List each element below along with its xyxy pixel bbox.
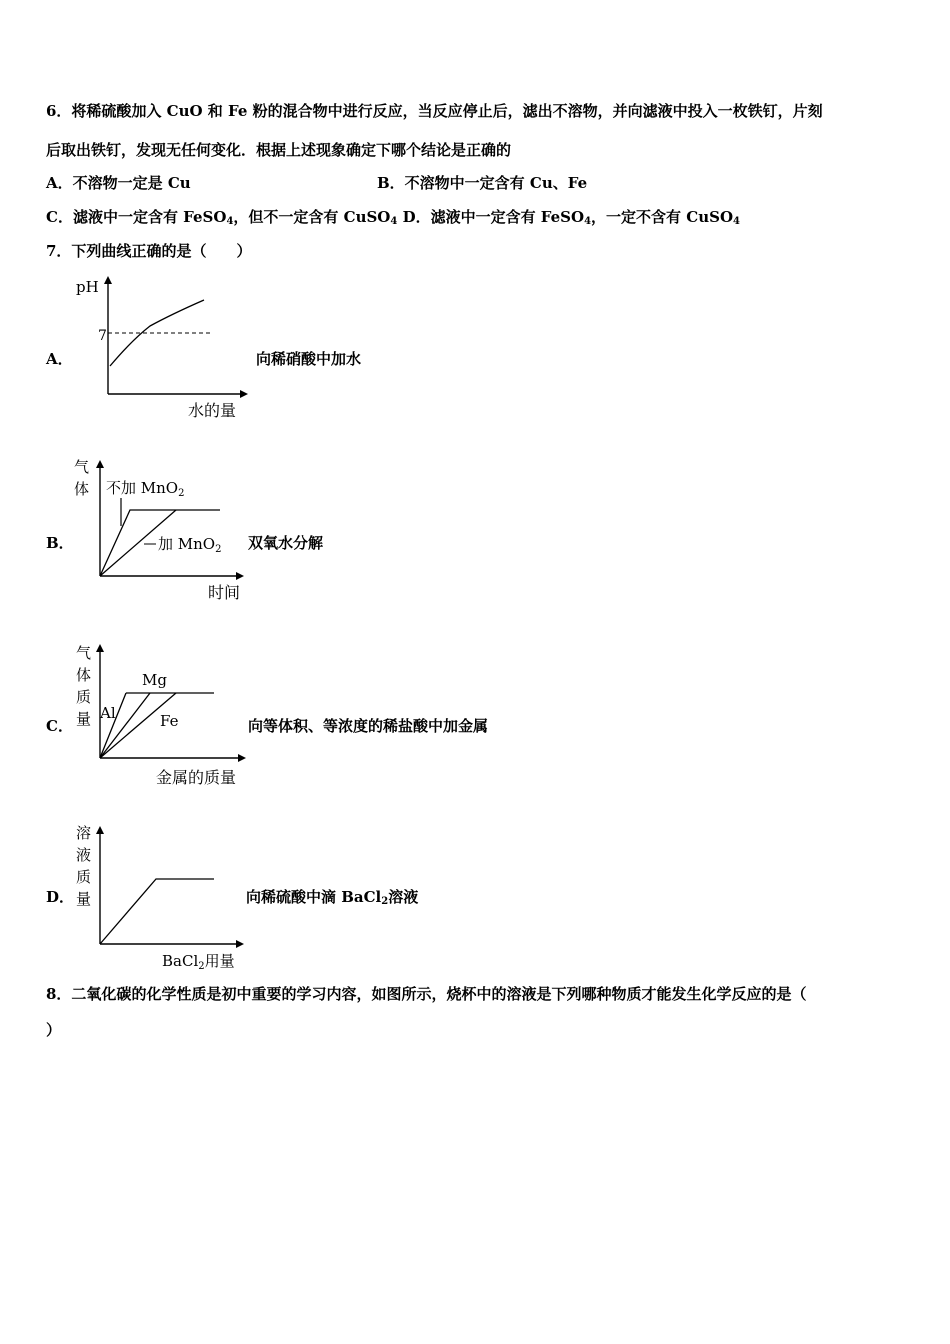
q6-option-c-d [46,207,740,232]
q8-stem-line1: 8．二氧化碳的化学性质是初中重要的学习内容，如图所示，烧杯中的溶液是下列哪种物质才能发生化学反应的是（ [46,985,807,1003]
graph-b-curve2-label: 加 MnO$_2$ [158,535,222,555]
graph-c-curve-al [100,693,126,758]
q7-option-a-label: A． [46,350,73,368]
graph-b-ylabel-2: 体 [74,480,90,498]
arrow-right-icon [240,390,248,398]
graph-c-label-mg: Mg [142,671,167,689]
q7-option-a-caption: 向稀硝酸中加水 [256,350,362,368]
q7-stem: 7．下列曲线正确的是（ ） [46,242,252,260]
graph-c-ylabel-3: 质 [76,688,92,706]
q6-option-c-mid: ，但不一定含有 CuSO [233,208,391,226]
q7-option-d-caption-post: 溶液 [388,888,419,906]
arrow-up-icon [96,460,104,468]
graph-c-curve-mg [100,693,150,758]
q6-stem-line2: 后取出铁钉，发现无任何变化．根据上述现象确定下哪个结论是正确的 [46,141,512,159]
arrow-right-icon [236,940,244,948]
graph-c-ylabel-2: 体 [76,666,92,684]
q8-stem-line2: ） [46,1021,62,1039]
graph-d-ylabel-2: 液 [76,846,92,864]
graph-c-ylabel-1: 气 [76,644,92,662]
graph-b-ylabel-1: 气 [74,458,90,476]
arrow-right-icon [236,572,244,580]
q7-option-c-caption: 向等体积、等浓度的稀盐酸中加金属 [248,717,489,735]
q6-sub: 4 [733,216,740,227]
q7-option-c-label: C． [46,717,73,735]
arrow-up-icon [104,276,112,284]
graph-d-curve [100,879,214,944]
q7-option-b-caption: 双氧水分解 [248,534,324,552]
q7-option-b-label: B． [46,534,74,552]
graph-c-label-fe: Fe [160,712,179,730]
q6-stem-line1: 6．将稀硫酸加入 CuO 和 Fe 粉的混合物中进行反应，当反应停止后，滤出不溶物，并向滤液中投入一枚铁钉，片刻 [46,102,823,120]
q7-option-d-caption-sub: 2 [381,896,389,907]
graph-c-label-al: Al [100,704,116,722]
graph-a-tick-7: 7 [98,328,107,344]
q6-sub: 4 [584,216,592,227]
q6-option-b: B．不溶物中一定含有 Cu、Fe [377,174,588,192]
q6-option-c-pre: C．滤液中一定含有 FeSO [46,208,227,226]
q6-option-d-pre: D．滤液中一定含有 FeSO [397,208,585,226]
q7-option-d-caption-pre: 向稀硫酸中滴 BaCl [246,888,382,906]
graph-d-ylabel-3: 质 [76,868,92,886]
arrow-up-icon [96,826,104,834]
graph-a-ylabel: pH [76,278,99,296]
q7-graph-b [70,454,250,606]
q6-option-d-mid: ，一定不含有 CuSO [591,208,734,226]
graph-b-curve1-label: 不加 MnO$_2$ [106,479,185,499]
graph-b-xlabel: 时间 [208,583,241,602]
q7-graph-a [72,268,252,420]
q7-option-d-label: D． [46,888,75,906]
q7-graph-c [70,638,250,790]
graph-a-xlabel: 水的量 [188,401,237,420]
graph-c-xlabel: 金属的质量 [156,768,237,787]
q7-option-d-caption [246,887,418,912]
q6-sub: 4 [226,216,234,227]
q6-sub: 4 [390,216,398,227]
graph-d-xlabel: BaCl$_2$用量 [162,952,235,970]
graph-c-ylabel-4: 量 [76,710,92,728]
q7-graph-d [70,820,250,970]
graph-d-ylabel-1: 溶 [76,824,92,842]
arrow-right-icon [238,754,246,762]
arrow-up-icon [96,644,104,652]
q6-option-a: A．不溶物一定是 Cu [46,174,191,192]
graph-d-ylabel-4: 量 [76,890,92,908]
